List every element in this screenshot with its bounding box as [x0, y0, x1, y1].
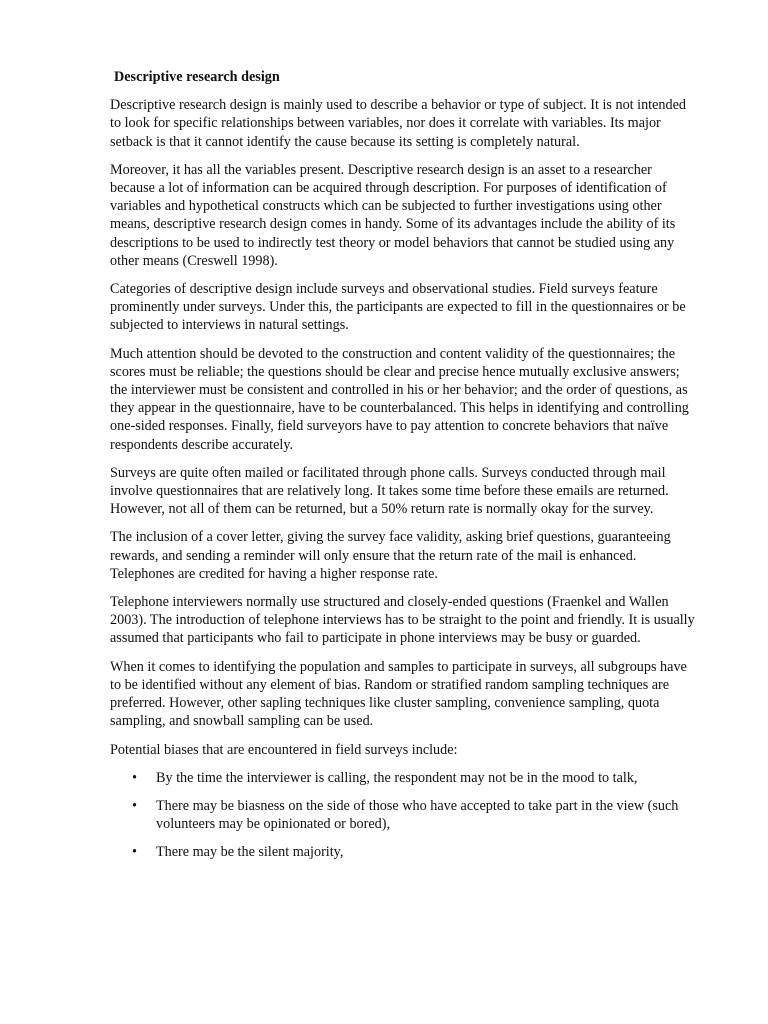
paragraph-intro: Descriptive research design is mainly used to describe a behavior or type of subject. It is not intended to look for specific relationships between variables, nor does it correlate with variables. Its major setback is that it cannot identify the cause because its setting is completely natural. — [110, 97, 686, 150]
list-item — [110, 797, 700, 833]
list-item-text: By the time the interviewer is calling, the respondent may not be in the mood to talk, — [156, 769, 638, 786]
bullet-icon: • — [132, 844, 137, 861]
paragraph-cover-letter: The inclusion of a cover letter, giving the survey face validity, asking brief questions, guaranteeing rewards, and sending a reminder will only ensure that the return rate of the mail is enhanced. Telephones are credited for having a higher response rate. — [110, 529, 671, 582]
list-item-text: There may be the silent majority, — [156, 844, 344, 861]
paragraph-categories: Categories of descriptive design include surveys and observational studies. Field surveys feature prominently under surveys. Under this, the participants are expected to fill in the questionnaires or be subjected to interviews in natural settings. — [110, 281, 686, 334]
paragraph-biases-intro: Potential biases that are encountered in field surveys include: — [110, 741, 458, 758]
list-item — [110, 769, 700, 787]
section-heading: Descriptive research design — [114, 69, 280, 85]
bias-list — [110, 769, 700, 862]
list-item — [110, 843, 700, 861]
bullet-icon: • — [132, 797, 137, 814]
paragraph-mailed-surveys: Surveys are quite often mailed or facilitated through phone calls. Surveys conducted through mail involve questionnaires that are relatively long. It takes some time before these emails are returned. However, not all of them can be returned, but a 50% return rate is normally okay for the survey. — [110, 464, 669, 518]
paragraph-variables: Moreover, it has all the variables present. Descriptive research design is an asset to a researcher because a lot of information can be acquired through description. For purposes of identification of variables and hypothetical constructs which can be subjected to further investigations using other means, descriptive research design comes in handy. Some of its advantages include the ability of its descriptions to be used to indirectly test theory or model behaviors that cannot be studied using any other means (Creswell 1998). — [110, 161, 676, 269]
document-page — [110, 66, 700, 872]
paragraph-sampling: When it comes to identifying the population and samples to participate in surveys, all subgroups have to be identified without any element of bias. Random or stratified random sampling techniques are preferred. However, other sapling techniques like cluster sampling, convenience sampling, quota sampling, and snowball sampling can be used. — [110, 658, 687, 730]
bullet-icon: • — [132, 769, 137, 786]
list-item-text: There may be biasness on the side of those who have accepted to take part in the view (such volunteers may be opinionated or bored), — [156, 797, 679, 833]
paragraph-questionnaires: Much attention should be devoted to the construction and content validity of the questionnaires; the scores must be reliable; the questions should be clear and precise hence mutually exclusive answers; the interviewer must be consistent and controlled in his or her behavior; and the order of questions, as they appear in the questionnaire, have to be counterbalanced. This helps in identifying and controlling one-sided responses. Finally, field surveyors have to pay attention to concrete behaviors that naïve respondents describe accurately. — [110, 345, 689, 453]
paragraph-telephone: Telephone interviewers normally use structured and closely-ended questions (Fraenkel and Wallen 2003). The introduction of telephone interviews has to be straight to the point and friendly. It is usually assumed that participants who fail to participate in phone interviews may be busy or guarded. — [110, 594, 695, 647]
